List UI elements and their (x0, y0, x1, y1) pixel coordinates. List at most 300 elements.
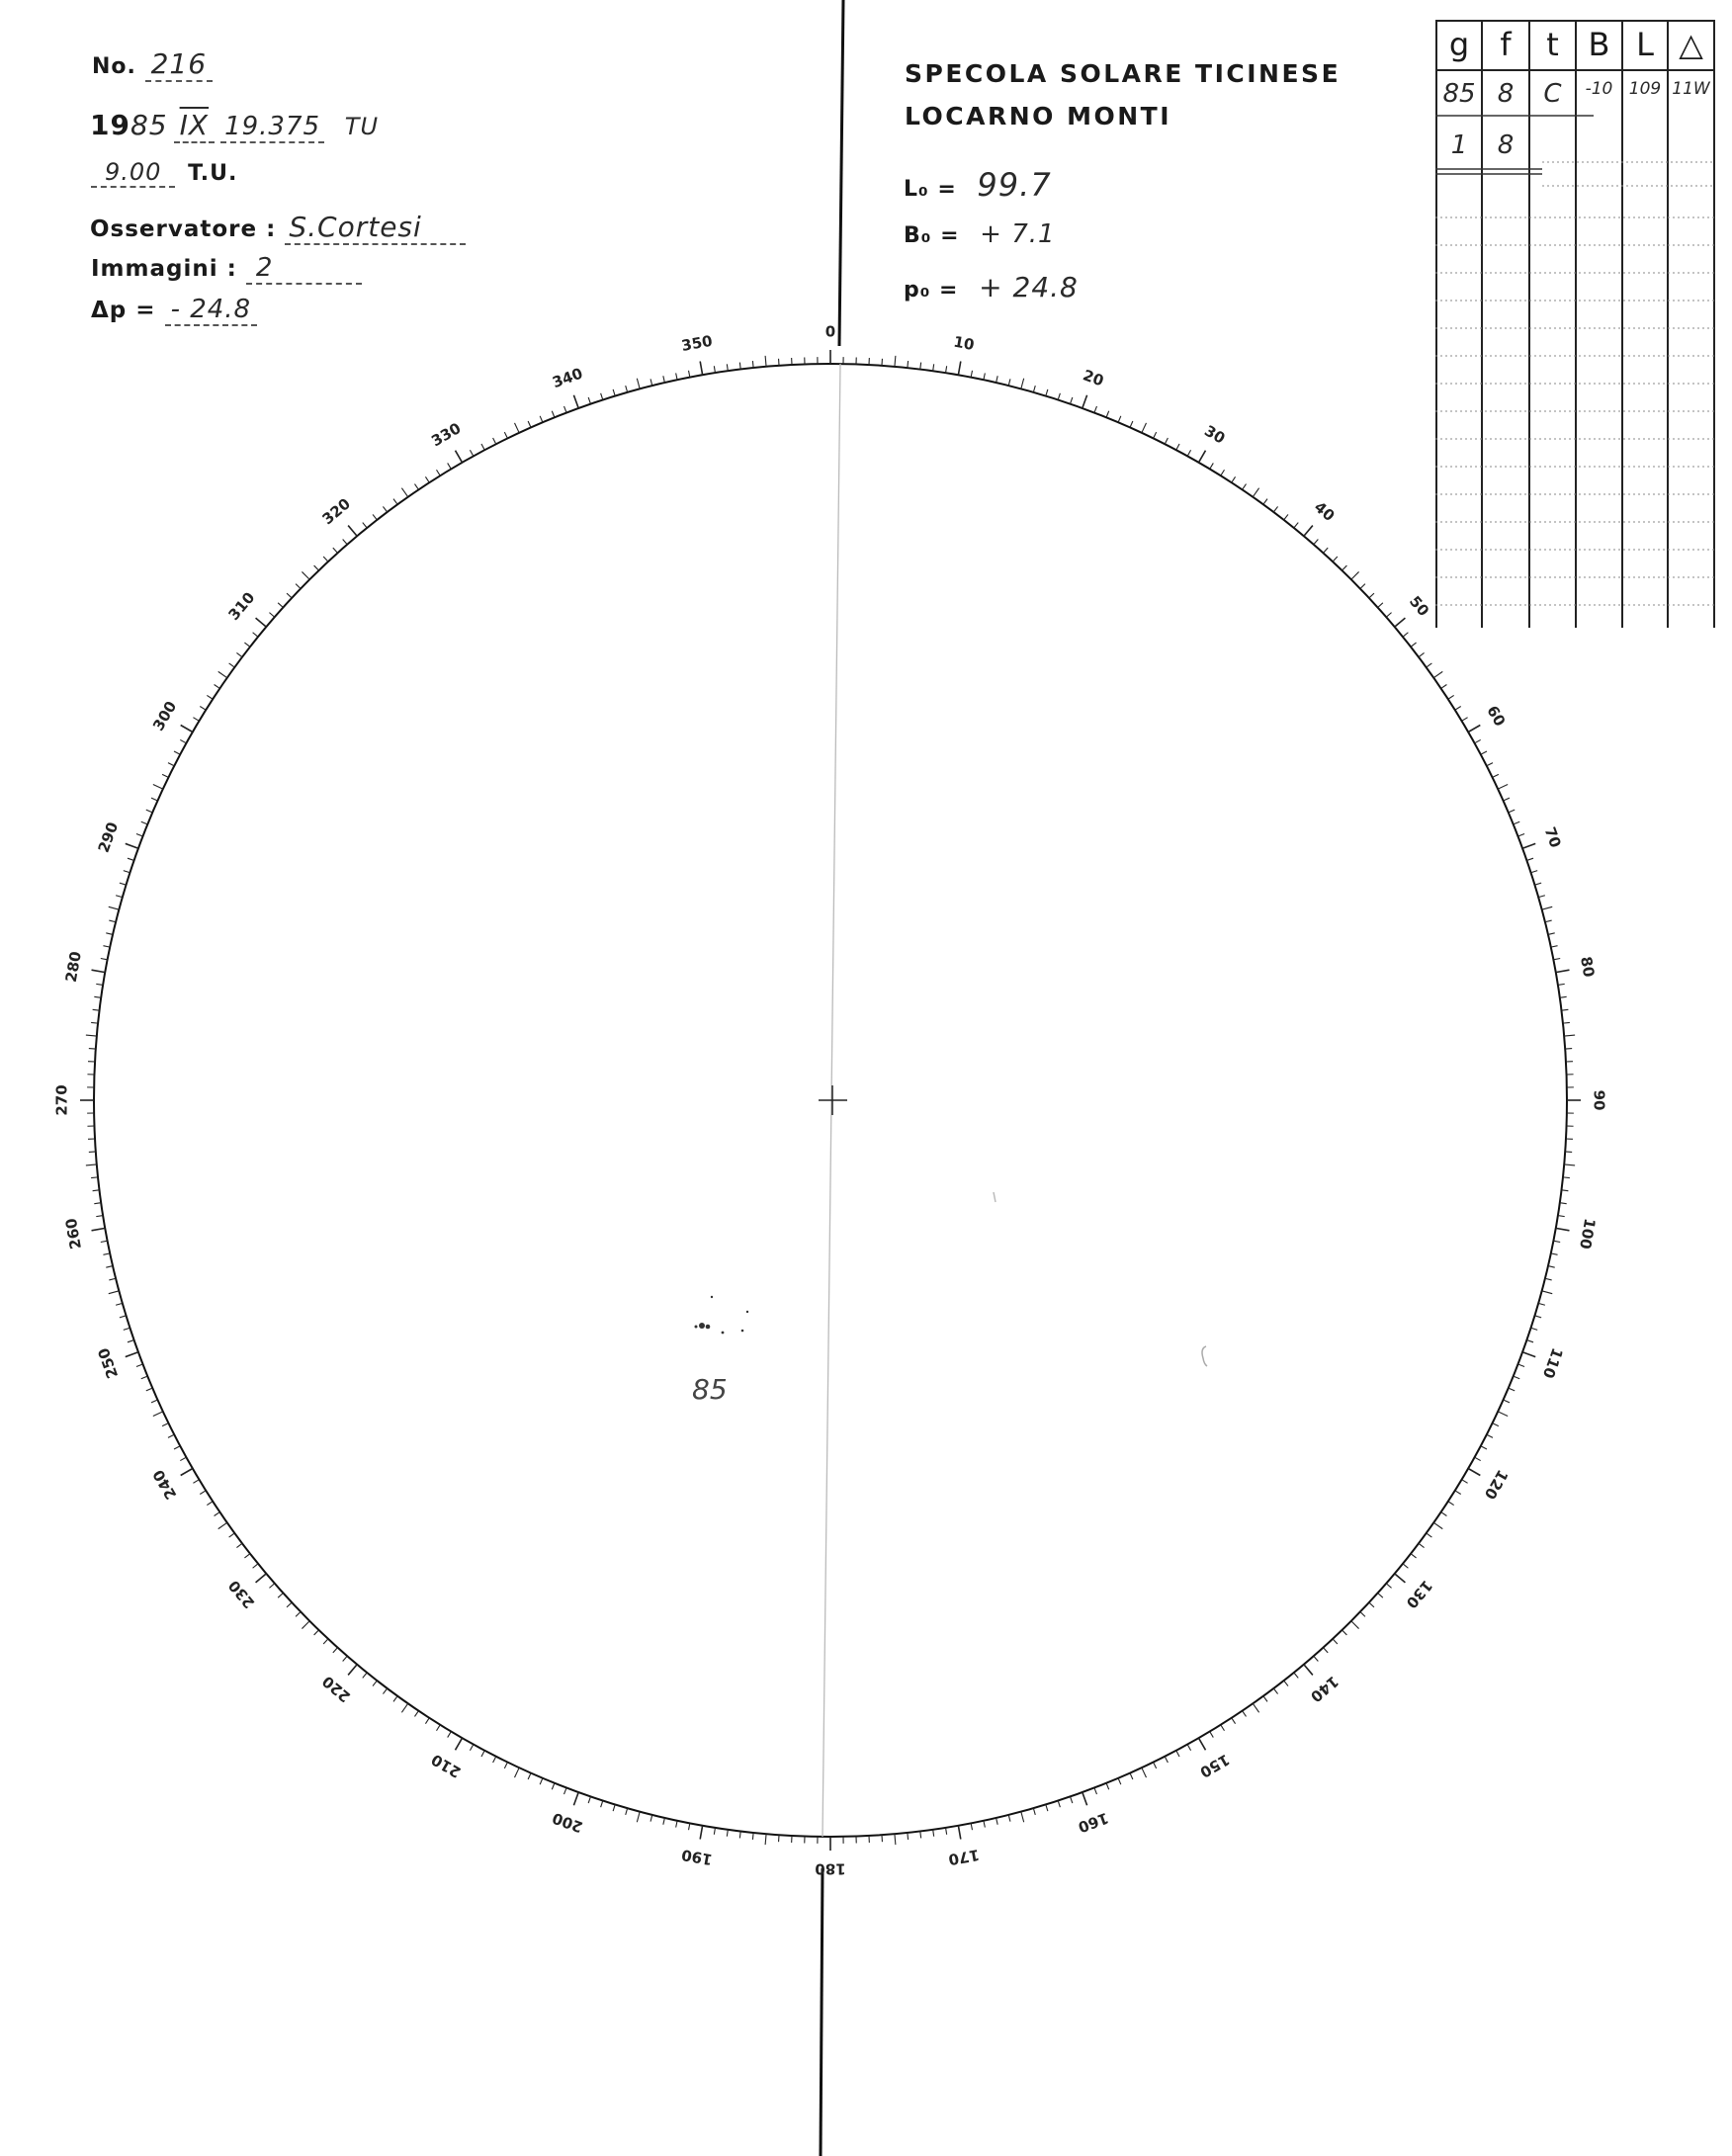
degree-tick (1455, 1491, 1461, 1495)
degree-tick (1106, 411, 1109, 417)
degree-tick (1094, 1788, 1097, 1795)
degree-tick (1130, 1773, 1133, 1779)
degree-tick (296, 584, 301, 589)
degree-label: 60 (1483, 702, 1510, 730)
date-day: 19.375 (220, 112, 324, 143)
degree-tick (181, 726, 193, 733)
degree-tick (1395, 618, 1406, 627)
degree-tick (229, 1533, 235, 1537)
degree-tick (1071, 397, 1073, 404)
degree-tick (540, 416, 543, 422)
degree-tick (752, 361, 753, 368)
degree-tick (207, 1502, 213, 1506)
degree-tick (1369, 1602, 1374, 1607)
degree-tick (1294, 1673, 1298, 1678)
degree-tick (314, 1630, 319, 1635)
table-cell: 85 (1442, 79, 1476, 109)
degree-tick (1526, 1340, 1533, 1342)
degree-tick (1360, 1612, 1365, 1617)
degree-tick (218, 1522, 227, 1528)
degree-tick (601, 1801, 603, 1808)
degree-tick (168, 763, 174, 766)
degree-tick (92, 1228, 106, 1230)
degree-tick (765, 356, 766, 367)
sunspot-group-85 (695, 1296, 749, 1335)
degree-tick (1058, 1801, 1060, 1808)
degree-tick (1487, 1434, 1493, 1437)
table-header-cell: L (1636, 26, 1654, 63)
degree-tick (564, 1788, 567, 1795)
degree-tick (1561, 1190, 1568, 1191)
degree-tick (1210, 463, 1214, 469)
degree-tick (383, 1688, 387, 1694)
degree-label: 50 (1405, 592, 1433, 621)
degree-label: 170 (947, 1846, 981, 1869)
degree-tick (1468, 1469, 1480, 1476)
degree-tick (207, 695, 213, 699)
degree-tick (493, 1757, 496, 1763)
degree-tick (256, 618, 267, 627)
degree-tick (1487, 763, 1493, 766)
degree-tick (1556, 970, 1570, 972)
degree-tick (1551, 946, 1558, 947)
degree-tick (908, 361, 909, 368)
degree-label: 230 (224, 1576, 259, 1612)
degree-tick (1531, 871, 1538, 873)
degree-tick (1342, 565, 1347, 570)
degree-tick (626, 1808, 628, 1815)
degree-tick (215, 1512, 220, 1516)
degree-tick (1427, 1533, 1432, 1537)
degree-tick (1333, 1639, 1338, 1644)
degree-tick (101, 959, 108, 960)
degree-tick (96, 1216, 103, 1217)
degree-tick (1273, 1688, 1277, 1694)
degree-tick (146, 810, 152, 813)
degree-tick (1199, 1738, 1206, 1750)
degree-tick (333, 548, 338, 553)
degree-tick (1534, 883, 1541, 885)
degree-tick (895, 1834, 896, 1845)
degree-tick (1448, 695, 1454, 699)
degree-tick (1545, 920, 1552, 922)
degree-tick (180, 1457, 186, 1460)
degree-tick (714, 1828, 715, 1835)
degree-tick (573, 1792, 578, 1805)
degree-tick (601, 393, 603, 400)
B0-value: + 7.1 (980, 219, 1056, 249)
degree-tick (1304, 526, 1313, 537)
degree-tick (1369, 593, 1374, 598)
degree-tick (425, 476, 429, 482)
observer-value: S.Cortesi (285, 211, 465, 245)
degree-tick (1273, 506, 1277, 512)
degree-label: 0 (824, 322, 836, 341)
degree-tick (363, 1673, 367, 1678)
degree-tick (174, 751, 180, 754)
degree-label: 90 (1590, 1089, 1608, 1111)
degree-tick (1542, 1291, 1553, 1294)
degree-label: 100 (1576, 1217, 1600, 1250)
degree-label: 320 (318, 494, 355, 529)
degree-tick (996, 1818, 998, 1825)
degree-tick (1351, 571, 1359, 579)
degree-tick (236, 652, 242, 656)
degree-tick (1154, 432, 1157, 438)
degree-tick (650, 1815, 652, 1822)
degree-tick (287, 593, 292, 598)
degree-tick (1187, 450, 1190, 456)
table-header-cell: t (1546, 26, 1559, 63)
degree-tick (93, 1009, 100, 1010)
degree-tick (269, 613, 274, 618)
degree-tick (414, 1711, 418, 1717)
degree-tick (1522, 843, 1535, 848)
degree-tick (1333, 557, 1338, 561)
degree-tick (141, 821, 147, 824)
images-value: 2 (246, 253, 363, 285)
degree-tick (1106, 1783, 1109, 1789)
degree-tick (637, 379, 640, 389)
degree-tick (120, 1316, 127, 1318)
degree-tick (1551, 1253, 1558, 1254)
degree-tick (96, 984, 103, 985)
degree-tick (200, 707, 206, 711)
degree-tick (946, 1828, 947, 1835)
degree-tick (94, 1203, 101, 1204)
degree-tick (1232, 1718, 1236, 1724)
degree-label: 40 (1310, 497, 1339, 526)
degree-label: 70 (1540, 824, 1565, 850)
degree-tick (984, 373, 985, 380)
degree-tick (109, 1291, 120, 1294)
degree-label: 140 (1306, 1672, 1342, 1706)
degree-tick (1564, 1035, 1575, 1036)
degree-label: 350 (680, 331, 714, 355)
degree-tick (153, 1412, 163, 1417)
degree-tick (94, 996, 101, 997)
degree-tick (1498, 1412, 1508, 1417)
degree-tick (1481, 751, 1487, 754)
degree-tick (1553, 1241, 1560, 1242)
degree-tick (126, 1352, 138, 1357)
degree-tick (1021, 379, 1024, 389)
degree-tick (552, 411, 555, 417)
degree-tick (958, 1826, 960, 1840)
degree-tick (302, 1621, 309, 1629)
degree-label: 20 (1081, 366, 1106, 390)
faint-mark (994, 1192, 996, 1202)
table-cell: 109 (1628, 79, 1662, 99)
degree-tick (253, 633, 258, 637)
degree-tick (1534, 1316, 1541, 1318)
degree-tick (1008, 1815, 1010, 1822)
degree-label: 190 (680, 1846, 714, 1869)
degree-label: 120 (1480, 1466, 1512, 1503)
degree-tick (333, 1648, 338, 1653)
degree-tick (1542, 906, 1553, 909)
degree-tick (401, 488, 407, 497)
table-cell: C (1543, 79, 1562, 109)
table-cell: -10 (1585, 79, 1613, 99)
degree-tick (1563, 1022, 1570, 1023)
degree-tick (1294, 523, 1298, 528)
degree-tick (1314, 539, 1319, 544)
degree-tick (151, 1400, 157, 1403)
time-unit: T.U. (188, 161, 238, 186)
degree-tick (1021, 1812, 1024, 1823)
table-cell: 1 (1450, 130, 1468, 160)
degree-tick (1563, 1177, 1570, 1178)
degree-tick (1130, 421, 1133, 427)
degree-tick (1558, 984, 1565, 985)
degree-tick (229, 663, 235, 667)
degree-tick (1518, 834, 1525, 837)
degree-tick (373, 514, 377, 520)
degree-tick (124, 1328, 130, 1330)
degree-tick (933, 1830, 934, 1837)
degree-tick (1493, 1423, 1499, 1426)
degree-tick (1475, 1457, 1481, 1460)
degree-tick (1538, 896, 1545, 898)
table-header-cell: △ (1679, 26, 1703, 63)
degree-tick (278, 603, 283, 608)
degree-tick (481, 444, 484, 450)
degree-tick (689, 1823, 690, 1830)
degree-tick (1427, 663, 1432, 667)
degree-tick (676, 373, 677, 380)
degree-tick (1455, 707, 1461, 711)
delta-p-value: - 24.8 (165, 295, 258, 326)
degree-tick (180, 739, 186, 742)
degree-tick (256, 1574, 267, 1583)
degree-tick (895, 356, 896, 367)
degree-tick (504, 1763, 507, 1768)
degree-tick (1403, 633, 1408, 637)
degree-tick (1253, 488, 1258, 497)
axis-line-top (839, 0, 843, 346)
degree-tick (1304, 1665, 1313, 1676)
degree-tick (1522, 1352, 1535, 1357)
degree-tick (86, 1164, 97, 1165)
degree-tick (1142, 1768, 1147, 1777)
degree-tick (1509, 810, 1515, 813)
degree-tick (1324, 548, 1329, 553)
degree-tick (626, 386, 628, 392)
degree-tick (348, 1665, 357, 1676)
degree-tick (1518, 1364, 1525, 1367)
degree-label: 260 (61, 1217, 85, 1250)
degree-tick (168, 1434, 174, 1437)
degree-tick (765, 1834, 766, 1845)
degree-tick (613, 1804, 615, 1811)
faint-mark (1202, 1346, 1207, 1366)
degree-tick (1481, 1446, 1487, 1449)
date-month: $\overline{IX}$ (174, 109, 215, 143)
degree-tick (437, 1725, 441, 1731)
degree-label: 290 (94, 819, 123, 855)
degree-tick (984, 1821, 985, 1828)
degree-tick (1033, 1808, 1035, 1815)
degree-tick (162, 774, 168, 777)
degree-tick (552, 1783, 555, 1789)
degree-tick (920, 363, 921, 370)
degree-tick (269, 1584, 274, 1589)
degree-tick (1118, 1778, 1121, 1784)
degree-tick (613, 389, 615, 396)
degree-tick (91, 1022, 98, 1023)
degree-tick (1118, 416, 1121, 422)
degree-tick (1199, 451, 1206, 463)
degree-label: 80 (1577, 955, 1599, 979)
degree-tick (193, 1480, 199, 1484)
degree-tick (181, 1469, 193, 1476)
degree-tick (528, 1773, 531, 1779)
degree-tick (1498, 785, 1508, 790)
degree-tick (236, 1543, 242, 1547)
degree-tick (1556, 1228, 1570, 1230)
degree-tick (1514, 1376, 1519, 1379)
degree-tick (1221, 470, 1225, 475)
degree-tick (470, 1745, 473, 1751)
degree-tick (1419, 652, 1425, 656)
degree-tick (1232, 476, 1236, 482)
degree-label: 270 (52, 1084, 71, 1116)
degree-label: 310 (224, 588, 259, 625)
degree-tick (946, 366, 947, 373)
degree-tick (1548, 1266, 1555, 1268)
P0-value: + 24.8 (979, 271, 1079, 303)
degree-tick (1221, 1725, 1225, 1731)
degree-tick (1411, 1554, 1417, 1558)
degree-tick (393, 499, 397, 505)
degree-tick (515, 1768, 520, 1777)
degree-tick (1386, 1584, 1391, 1589)
degree-tick (1142, 423, 1147, 433)
degree-tick (1403, 1564, 1408, 1568)
degree-tick (1548, 933, 1555, 935)
table-header-cell: g (1448, 26, 1470, 63)
degree-tick (564, 406, 567, 413)
degree-tick (244, 643, 250, 647)
degree-tick (373, 1681, 377, 1686)
degree-tick (314, 565, 319, 570)
degree-tick (401, 1703, 407, 1712)
degree-tick (92, 970, 106, 972)
sunspot-group-label: 85 (692, 1373, 728, 1406)
record-number-value: 216 (145, 47, 213, 82)
degree-tick (109, 1278, 116, 1280)
degree-tick (1560, 996, 1567, 997)
table-cell: 11W (1672, 79, 1710, 99)
institution-location: LOCARNO MONTI (905, 102, 1172, 130)
degree-tick (124, 871, 130, 873)
degree-tick (1514, 821, 1519, 824)
degree-tick (1342, 1630, 1347, 1635)
degree-tick (136, 834, 143, 837)
degree-tick (1504, 798, 1510, 801)
degree-tick (1462, 718, 1468, 722)
degree-tick (1395, 1574, 1406, 1583)
degree-tick (1008, 379, 1010, 386)
degree-tick (1243, 1711, 1247, 1717)
degree-tick (287, 1602, 292, 1607)
record-number-label: No. (92, 54, 136, 79)
degree-tick (1475, 739, 1481, 742)
degree-tick (200, 1491, 206, 1495)
degree-tick (1560, 1203, 1567, 1204)
degree-tick (1553, 959, 1560, 960)
degree-tick (109, 920, 116, 922)
degree-tick (739, 1831, 740, 1838)
degree-tick (573, 395, 578, 408)
degree-label: 150 (1196, 1750, 1233, 1781)
degree-tick (1433, 671, 1442, 677)
degree-tick (218, 671, 227, 677)
degree-tick (126, 843, 138, 848)
degree-tick (650, 379, 652, 386)
P0-label: p₀ = (904, 278, 959, 302)
degree-tick (1526, 858, 1533, 860)
degree-tick (1433, 1522, 1442, 1528)
degree-tick (1082, 395, 1087, 408)
degree-tick (1071, 1796, 1073, 1803)
degree-tick (1165, 1757, 1168, 1763)
degree-tick (1360, 584, 1365, 589)
degree-tick (1411, 643, 1417, 647)
degree-tick (1284, 514, 1288, 520)
degree-tick (1324, 1648, 1329, 1653)
degree-tick (1210, 1732, 1214, 1738)
degree-tick (128, 858, 134, 860)
degree-tick (120, 883, 127, 885)
degree-tick (1561, 1009, 1568, 1010)
degree-tick (343, 1656, 348, 1661)
degree-tick (1263, 499, 1267, 505)
degree-tick (1046, 1804, 1048, 1811)
degree-label: 160 (1076, 1808, 1111, 1837)
degree-tick (481, 1751, 484, 1757)
degree-tick (1284, 1681, 1288, 1686)
degree-tick (1058, 393, 1060, 400)
date-year: 85 (130, 109, 168, 141)
degree-tick (456, 1738, 463, 1750)
degree-tick (1558, 1216, 1565, 1217)
degree-tick (515, 423, 520, 433)
degree-tick (1378, 1594, 1383, 1598)
degree-tick (1176, 444, 1179, 450)
degree-tick (1462, 1480, 1468, 1484)
degree-tick (162, 1423, 168, 1426)
degree-label: 240 (149, 1466, 181, 1503)
degree-tick (323, 557, 328, 561)
degree-label: 110 (1538, 1345, 1567, 1381)
degree-tick (437, 470, 441, 475)
degree-tick (363, 523, 367, 528)
degree-tick (425, 1718, 429, 1724)
degree-tick (700, 1826, 702, 1840)
degree-label: 210 (428, 1750, 465, 1781)
degree-tick (448, 463, 452, 469)
degree-tick (106, 933, 113, 935)
images-label: Immagini : (91, 256, 237, 282)
degree-tick (971, 371, 972, 378)
degree-tick (920, 1831, 921, 1838)
degree-label: 10 (952, 332, 976, 354)
degree-tick (493, 438, 496, 444)
degree-tick (1253, 1703, 1258, 1712)
degree-tick (663, 1818, 665, 1825)
